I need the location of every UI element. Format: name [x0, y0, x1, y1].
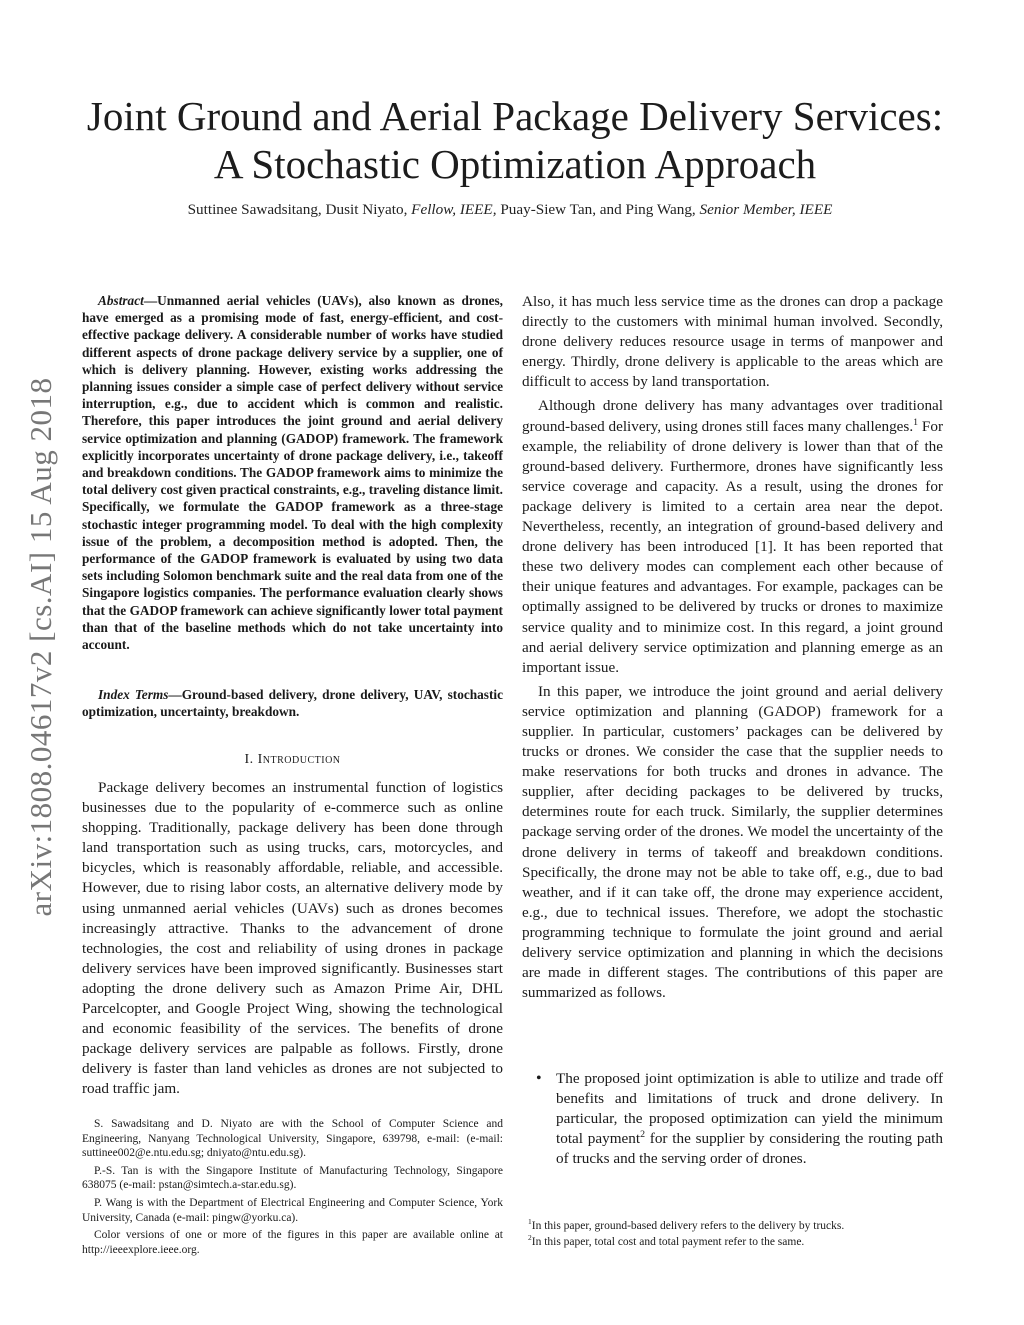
paragraph-3-part-b: For example, the reliability of drone delivery is lower than that of the ground-based delivery. Furthermore, drones have significantly less service coverage and capacity. As a result, using the drones for package delivery is limited to a certain area near the depot. Nevertheless, recently, an integration of ground-based delivery and drone delivery has been introduced [1]. It has been reported that these two delivery modes can complement each other because of their unique features and advantages. For example, packages can be optimally assigned to be delivered by trucks or drones to maximize service quality and to minimize cost. In this regard, a joint ground and aerial delivery service optimization and planning emerge as an important issue.	[522, 417, 943, 676]
title-line-2: A Stochastic Optimization Approach	[213, 141, 817, 187]
authors-senior: Senior Member, IEEE	[699, 201, 833, 218]
footnote-1	[528, 1218, 948, 1234]
contribution-list-item	[536, 1069, 943, 1169]
author-list	[60, 200, 960, 220]
authors-part-2: Puay-Siew Tan, and Ping Wang,	[496, 201, 700, 218]
intro-paragraph-3	[522, 396, 943, 677]
bullet-text-a: The proposed joint optimization is able to utilize and trade off benefits and limitations of truck and drone delivery. In particular, the proposed optimization can yield the minimum total payment	[556, 1070, 943, 1148]
footnote-text: In this paper, total cost and total payment refer to the same.	[531, 1236, 805, 1248]
affiliation-note: P.-S. Tan is with the Singapore Institute of Manufacturing Technology, Singapore 638075 (e-mail: pstan@simtech.a-star.edu.sg).	[82, 1164, 503, 1192]
section-name: Introduction	[257, 752, 341, 767]
section-heading-introduction	[82, 752, 503, 768]
footnotes	[528, 1218, 948, 1250]
affiliation-note: Color versions of one or more of the figures in this paper are available online at http://ieeexplore.ieee.org.	[82, 1229, 503, 1256]
intro-left-column	[82, 778, 503, 1100]
paragraph-3-part-a: Although drone delivery has many advantages over traditional ground-based delivery, using drones still faces many challenges.	[522, 397, 943, 435]
abstract	[82, 292, 503, 653]
index-terms-text: —Ground-based delivery, drone delivery, UAV, stochastic optimization, uncertainty, breakdown.	[82, 687, 503, 720]
intro-paragraph-1: Package delivery becomes an instrumental function of logistics businesses due to the popularity of e-commerce such as online shopping. Traditionally, package delivery has been done through land transportation such as using trucks, cars, motorcycles, and bicycles, which is reasonably affordable, reliable, and accessible. However, due to rising labor costs, an alternative delivery mode by using unmanned aerial vehicles (UAVs) such as drones becomes increasingly attractive. Thanks to the advancement of drone technologies, the cost and reliability of using drones in package delivery services have been improved significantly. Businesses start adopting the drone delivery such as Amazon Prime Air, DHL Parcelcopter, and Google Project Wing, showing the technological and economic feasibility of the services. The benefits of drone package delivery services are palpable as follows. Firstly, drone delivery is faster than land vehicles as drones are not subjected to road traffic jam.	[82, 779, 503, 1098]
footnote-mark: 2	[528, 1233, 532, 1243]
intro-paragraph-4: In this paper, we introduce the joint ground and aerial delivery service optimization and planning (GADOP) framework for a supplier. In particular, customers’ packages can be delivered by trucks or drones. We consider the case that the supplier needs to make reservations for both trucks and drones in advance. The supplier, after deciding packages to be delivered by trucks, determines route for each truck. Similarly, the supplier determines package serving order of the drones. We model the uncertainty of the drone delivery in terms of takeoff and breakdown conditions. Specifically, the drone may not be able to take off, e.g., due to bad weather, and if it can take off, the drone may experience accident, e.g., due to technical issues. Therefore, we adopt the stochastic programming technique to formulate the joint ground and aerial delivery service optimization and planning in which the decisions are made in different stages. The contributions of this paper are summarized as follows.	[522, 682, 943, 1002]
affiliation-note: S. Sawadsitang and D. Niyato are with the School of Computer Science and Engineering, Nanyang Technological University, Singapore, 639798, e-mail: (e-mail: suttinee002@e.ntu.edu.sg; dniyato@ntu.edu.sg).	[82, 1118, 503, 1160]
index-terms-label: Index Terms	[98, 687, 169, 702]
right-column	[522, 292, 943, 1003]
affiliation-note: P. Wang is with the Department of Electrical Engineering and Computer Science, York University, Canada (e-mail: pingw@yorku.ca).	[82, 1196, 503, 1224]
footnote-text: In this paper, ground-based delivery refers to the delivery by trucks.	[531, 1220, 845, 1232]
affiliation-notes	[82, 1117, 503, 1260]
intro-paragraph-2: Also, it has much less service time as the drones can drop a package directly to the customers with minimal human involved. Secondly, drone delivery reduces resource usage in terms of manpower and energy. Thirdly, drone delivery is applicable to the areas which are difficult to access by land transportation.	[522, 293, 943, 391]
authors-part-1: Suttinee Sawadsitang, Dusit Niyato,	[187, 201, 412, 218]
footnote-ref-2: 2	[640, 1129, 645, 1141]
abstract-label: Abstract	[98, 293, 144, 308]
authors-fellow: Fellow, IEEE,	[411, 201, 497, 218]
index-terms	[82, 686, 503, 720]
arxiv-identifier-text: arXiv:1808.04617v2 [cs.AI] 15 Aug 2018	[23, 377, 58, 917]
contribution-text	[556, 1069, 943, 1169]
footnote-ref-1: 1	[913, 416, 919, 428]
bullet-text-b: for the supplier by considering the routing path of trucks and the serving order of drones.	[556, 1130, 943, 1168]
section-numeral: I.	[244, 752, 258, 767]
bullet-icon: •	[536, 1070, 542, 1087]
title-line-1: Joint Ground and Aerial Package Delivery Services:	[86, 93, 944, 139]
abstract-text: —Unmanned aerial vehicles (UAVs), also known as drones, have emerged as a promising mode of fast, energy-efficient, and cost-effective package delivery. A considerable number of works have studied different aspects of drone package delivery service by a supplier, one of which is delivery planning. However, existing works addressing the planning issues consider a simple case of perfect delivery without service interruption, e.g., due to accident which is common and realistic. Therefore, this paper introduces the joint ground and aerial delivery service optimization and planning (GADOP) framework. The framework explicitly incorporates uncertainty of drone package delivery, i.e., takeoff and breakdown conditions. The GADOP framework aims to minimize the total delivery cost given practical constraints, e.g., traveling distance limit. Specifically, we formulate the GADOP framework as a three-stage stochastic integer programming model. To deal with the high complexity issue of the problem, a decomposition method is adopted. Then, the performance of the GADOP framework is evaluated by using two data sets including Solomon benchmark suite and the real data from one of the Singapore logistics companies. The performance evaluation clearly shows that the GADOP framework can achieve significantly lower total payment than that of the baseline methods which do not take uncertainty into account.	[82, 293, 503, 653]
footnote-2	[528, 1234, 948, 1250]
paper-title	[60, 92, 970, 188]
footnote-mark: 1	[528, 1217, 532, 1227]
arxiv-identifier	[18, 352, 64, 942]
